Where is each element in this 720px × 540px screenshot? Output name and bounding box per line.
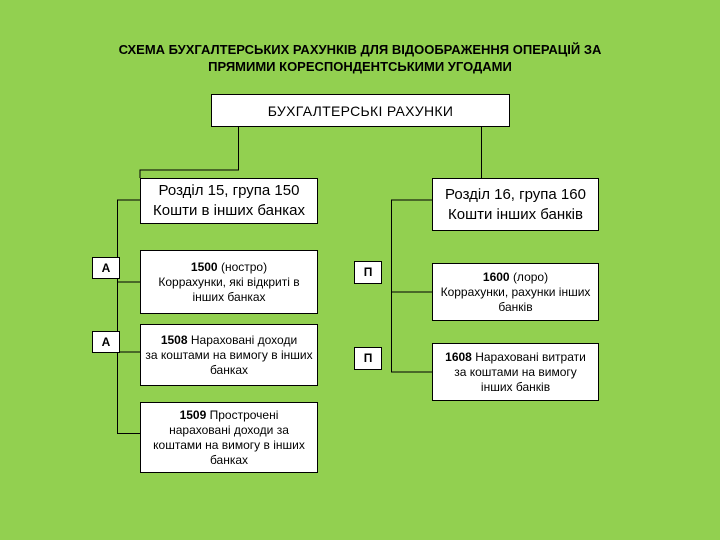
account-1500-desc: Коррахунки, які відкриті в інших банках (158, 274, 300, 304)
account-1508-code: 1508 (160, 332, 188, 347)
connector-root-left (140, 127, 239, 178)
root-box-accounts (211, 94, 510, 127)
title-line-2: ПРЯМИМИ КОРЕСПОНДЕНТСЬКИМИ УГОДАМИ (208, 59, 512, 74)
account-1509-desc: нараховані доходи за коштами на вимогу в інших банках (153, 422, 305, 467)
account-1500-name: (ностро) (220, 259, 268, 274)
section-16-box (432, 178, 599, 231)
connector-left-trunk (118, 200, 141, 434)
account-1509-code: 1509 (179, 407, 207, 422)
account-1600-desc: Коррахунки, рахунки інших банків (440, 284, 591, 314)
account-1500-code: 1500 (190, 259, 218, 274)
account-1509-name: Прострочені (209, 407, 279, 422)
section-16-heading: Розділ 16, група 160 (445, 185, 586, 203)
tag-active-1508: А (92, 331, 120, 353)
title-line-1: СХЕМА БУХГАЛТЕРСЬКИХ РАХУНКІВ ДЛЯ ВІДООБРАЖЕННЯ ОПЕРАЦІЙ ЗА (118, 42, 602, 57)
account-1608-box (432, 343, 599, 401)
account-1500-box (140, 250, 318, 314)
section-15-subheading: Кошти в інших банках (153, 202, 305, 219)
account-1600-name: (лоро) (512, 269, 549, 284)
account-1608-code: 1608 (445, 349, 472, 364)
root-label: БУХГАЛТЕРСЬКІ РАХУНКИ (267, 102, 454, 119)
tag-active-1500: А (92, 257, 120, 279)
account-1508-desc: за коштами на вимогу в інших банках (145, 347, 313, 377)
section-16-subheading: Кошти інших банків (448, 205, 583, 223)
account-1600-box (432, 263, 599, 321)
account-1608-name: Нараховані витрати (475, 349, 586, 364)
tag-passive-1600: П (354, 261, 382, 284)
account-1508-box (140, 324, 318, 386)
tag-passive-1608: П (354, 347, 382, 370)
account-1509-box (140, 402, 318, 473)
account-1600-code: 1600 (482, 269, 510, 284)
account-1508-name: Нараховані доходи (190, 332, 298, 347)
section-15-box (140, 178, 318, 224)
section-15-heading: Розділ 15, група 150 (158, 182, 300, 199)
account-1608-desc: за коштами на вимогу інших банків (454, 364, 577, 394)
connector-right-trunk (392, 200, 433, 372)
